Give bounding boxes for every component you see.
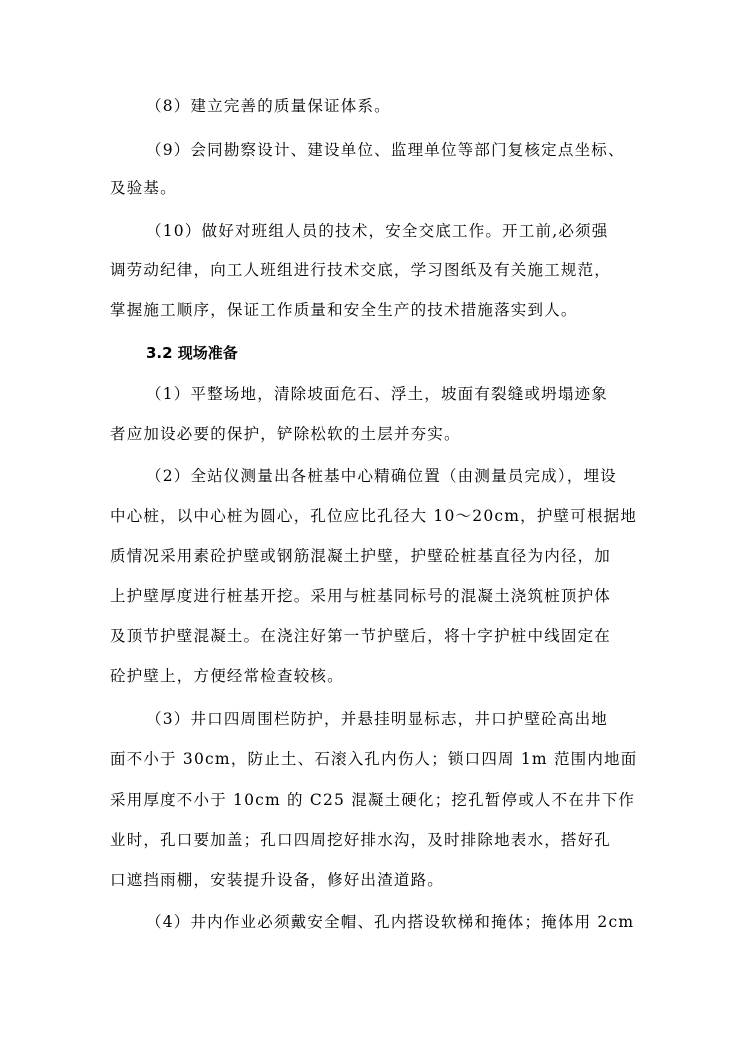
paragraph-line: 质情况采用素砼护壁或钢筋混凝土护壁，护壁砼桩基直径为内径，加 [110,547,612,565]
paragraph-line: 调劳动纪律，向工人班组进行技术交底，学习图纸及有关施工规范， [110,261,612,279]
section-heading: 3.2 现场准备 [146,344,238,362]
paragraph-line: 中心桩，以中心桩为圆心，孔位应比孔径大 10～20cm，护壁可根据地 [110,507,638,525]
paragraph-line: （1）平整场地，清除坡面危石、浮土，坡面有裂缝或坍塌迹象 [146,385,608,403]
paragraph-line: （3）井口四周围栏防护，并悬挂明显标志，井口护壁砼高出地 [146,710,608,728]
paragraph-line: 砼护壁上，方便经常检查较核。 [110,667,344,685]
paragraph-line: （9）会同勘察设计、建设单位、监理单位等部门复核定点坐标、 [146,141,625,159]
paragraph-line: 上护壁厚度进行桩基开挖。采用与桩基同标号的混凝土浇筑桩顶护体 [110,587,612,605]
paragraph-line: （2）全站仪测量出各桩基中心精确位置（由测量员完成），埋设 [146,467,617,485]
paragraph-line: 业时，孔口要加盖；孔口四周挖好排水沟，及时排除地表水，搭好孔 [110,831,612,849]
paragraph-line: 口遮挡雨棚，安装提升设备，修好出渣道路。 [110,871,445,889]
paragraph-line: （10）做好对班组人员的技术，安全交底工作。开工前,必须强 [146,222,609,240]
paragraph-line: 掌握施工顺序，保证工作质量和安全生产的技术措施落实到人。 [110,301,578,319]
paragraph-line: 采用厚度不小于 10cm 的 C25 混凝土硬化；挖孔暂停或人不在井下作 [110,791,636,809]
paragraph-line: 及验基。 [110,179,177,197]
paragraph-line: （8）建立完善的质量保证体系。 [146,97,391,115]
paragraph-line: （4）井内作业必须戴安全帽、孔内搭设软梯和掩体；掩体用 2cm [146,913,635,931]
paragraph-line: 者应加设必要的保护，铲除松软的土层并夯实。 [110,425,461,443]
paragraph-line: 面不小于 30cm，防止土、石滚入孔内伤人；锁口四周 1m 范围内地面 [110,750,638,768]
paragraph-line: 及顶节护壁混凝土。在浇注好第一节护壁后，将十字护桩中线固定在 [110,627,612,645]
